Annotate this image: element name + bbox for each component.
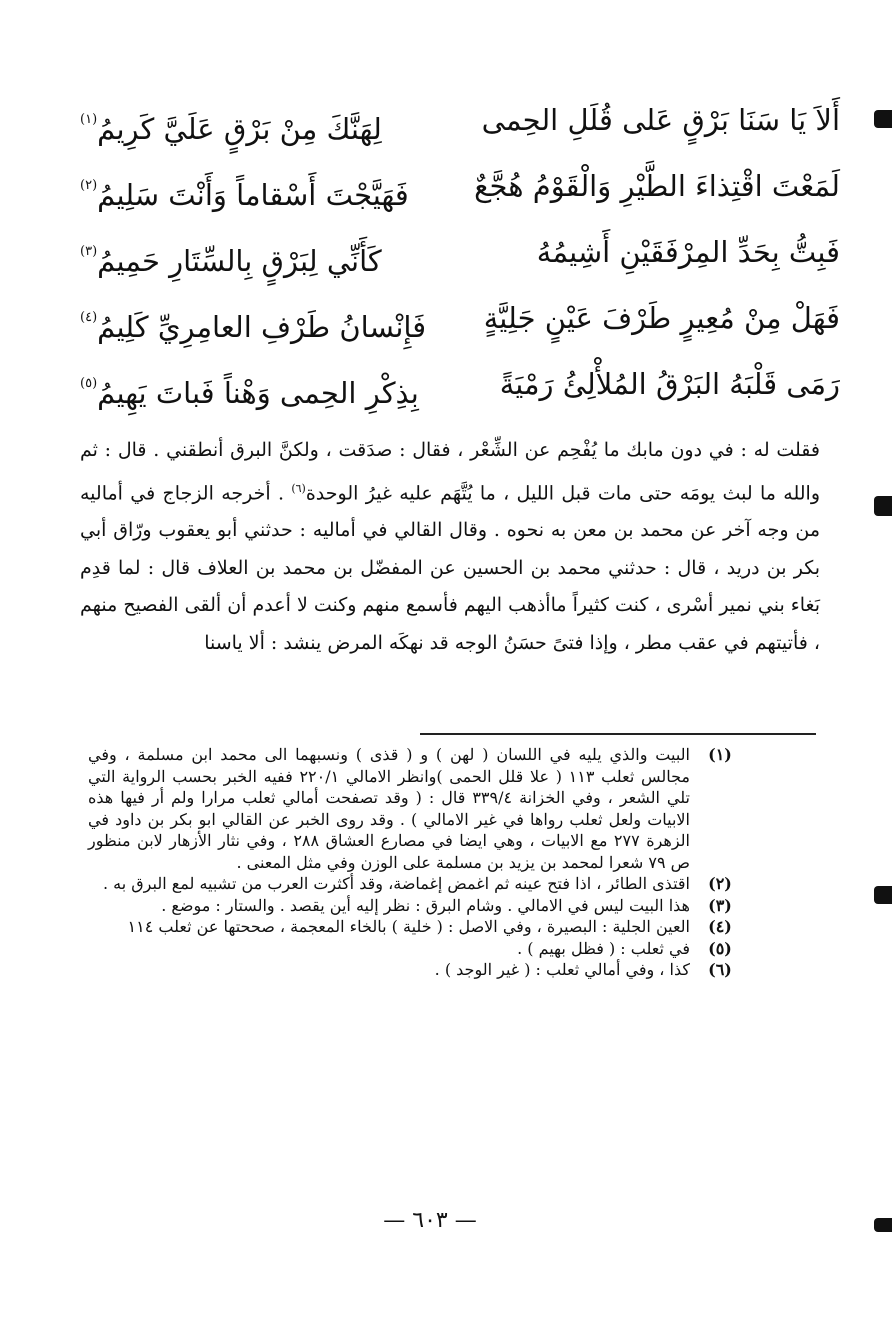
footnote-text: البيت والذي يليه في اللسان ( لهن ) و ( قذى ) ونسبهما الى محمد ابن مسلمة ، وفي مجالس ثعلب ١١٣ ( علا قلل الحمى )وانظر الامالي ٢٢٠/١ ففيه الخبر بحسب الرواية التي تلي الشعر ، وفي الخزانة ٣٣٩/٤ قال : ( وقد تصفحت أمالي ثعلب مرارا ولم أر فيها هذه الابيات ولعل ثعلب رواها في غير الامالي ) . وقد روى الخبر عن القالي ابو بكر بن داود في الزهرة ٢٧٧ مع الابيات ، وهي ايضا في مصارع العشاق ٢٨٨ ، وفي نثار الأزهار لابن منظور ص ٧٩ شعرا لمحمد بن يزيد بن مسلمة على الوزن وفي مثل المعنى . — [88, 745, 691, 872]
footnotes — [88, 744, 740, 981]
hemistich-text: فَهَيَّجْتَ أَسْقاماً وَأَنْتَ سَلِيمُ — [97, 178, 409, 212]
note-ref: (٥) — [80, 376, 98, 391]
verse — [80, 354, 840, 420]
footnote — [88, 895, 740, 917]
footnote — [88, 744, 740, 873]
verse — [80, 90, 840, 156]
footnote — [88, 938, 740, 960]
hemistich-first: أَلاَ يَا سَنَا بَرْقٍ عَلى قُلَلِ الحِمى — [481, 103, 840, 137]
prose-text-b: . أخرجه الزجاج في أماليه من وجه آخر عن محمد بن معن به نحوه . وقال القالي في أماليه : حدثني أبو يعقوب ورّاق أبي بكر بن دريد ، قال : حدثني محمد بن الحسين عن المفضّل بن محمد بن العلاف قال : لما قدِم بَغاء بني نمير أسْرى ، كنت كثيراً ماأذهب اليهم فأسمع منهم وكنت لا أعدم أن ألقى الفصيح منهم ، فأتيتهم في عقب مطر ، وإذا فتىً حسَنُ الوجه قد نهكَه المرض ينشد : ألا ياسنا — [80, 481, 820, 654]
verse — [80, 222, 840, 288]
prose-paragraph — [80, 432, 820, 662]
verse — [80, 288, 840, 354]
note-ref: (٤) — [80, 310, 98, 325]
margin-ink-mark — [874, 1218, 892, 1232]
footnote-divider — [420, 733, 816, 735]
footnote-number: (٢) — [708, 874, 732, 893]
hemistich-second — [80, 364, 419, 413]
footnote — [88, 916, 740, 938]
hemistich-first: فَبِتُّ بِحَدِّ المِرْفَقَيْنِ أَشِيمُهُ — [536, 235, 840, 269]
footnote-text: هذا البيت ليس في الامالي . وشام البرق : نظر إليه أين يقصد . والستار : موضع . — [161, 895, 690, 915]
hemistich-text: فَإِنْسانُ طَرْفِ العامِرِيِّ كَلِيمُ — [97, 310, 427, 344]
footnote — [88, 959, 740, 981]
footnote-number: (١) — [708, 745, 732, 764]
footnote-number: (٦) — [708, 960, 732, 979]
page-number: — ٦٠٣ — — [383, 1208, 477, 1233]
margin-ink-mark — [874, 496, 892, 516]
footnote — [88, 873, 740, 895]
note-ref: (٣) — [80, 244, 98, 259]
hemistich-text: لِهَنَّكَ مِنْ بَرْقٍ عَلَيَّ كَرِيمُ — [97, 112, 382, 146]
footnote-text: في ثعلب : ( فظل بهيم ) . — [517, 938, 690, 958]
hemistich-second — [80, 232, 382, 281]
margin-ink-mark — [874, 886, 892, 904]
hemistich-text: كَأَنِّي لِبَرْقٍ بِالسِّتَارِ حَمِيمُ — [97, 244, 382, 278]
hemistich-first: لَمَعْتَ اقْتِذاءَ الطَّيْرِ وَالْقَوْمُ هُجَّعٌ — [474, 169, 840, 203]
poem — [80, 90, 840, 420]
footnote-text: العين الجلية : البصيرة ، وفي الاصل : ( خلية ) بالخاء المعجمة ، صححتها عن ثعلب ١١٤ — [127, 917, 690, 936]
footnote-number: (٣) — [708, 895, 732, 915]
note-ref: (١) — [80, 112, 98, 127]
hemistich-second — [80, 298, 426, 347]
note-ref: (٦) — [291, 481, 306, 495]
hemistich-first: فَهَلْ مِنْ مُعِيرٍ طَرْفَ عَيْنٍ جَلِيَّةٍ — [483, 301, 840, 335]
hemistich-text: بِذِكْرِ الحِمى وَهْناً فَباتَ يَهِيمُ — [97, 376, 419, 410]
footnote-text: اقتذى الطائر ، اذا فتح عينه ثم اغمض إغماضة، وقد أكثرت العرب من تشبيه لمع البرق به . — [102, 874, 690, 893]
prose-text-a: فقلت له : في دون مابك ما يُفْحِم عن الشِّعْر ، فقال : صدَقت ، ولكنَّ البرق أنطقني . قال : ثم والله ما لبث يومَه حتى مات قبل الليل ، ما يُتَّهَم عليه غيرُ الوحدة — [80, 439, 821, 504]
paragraph — [80, 432, 820, 662]
verse — [80, 156, 840, 222]
margin-ink-mark — [874, 110, 892, 128]
footnote-number: (٤) — [708, 917, 732, 936]
footnote-number: (٥) — [708, 938, 732, 958]
note-ref: (٢) — [80, 178, 98, 193]
hemistich-second — [80, 166, 409, 215]
hemistich-first: رَمَى قَلْبَهُ البَرْقُ المُلأْلِئُ رَمْيَةً — [499, 367, 840, 401]
footnote-text: كذا ، وفي أمالي ثعلب : ( غير الوجد ) . — [434, 960, 690, 979]
hemistich-second — [80, 100, 382, 149]
